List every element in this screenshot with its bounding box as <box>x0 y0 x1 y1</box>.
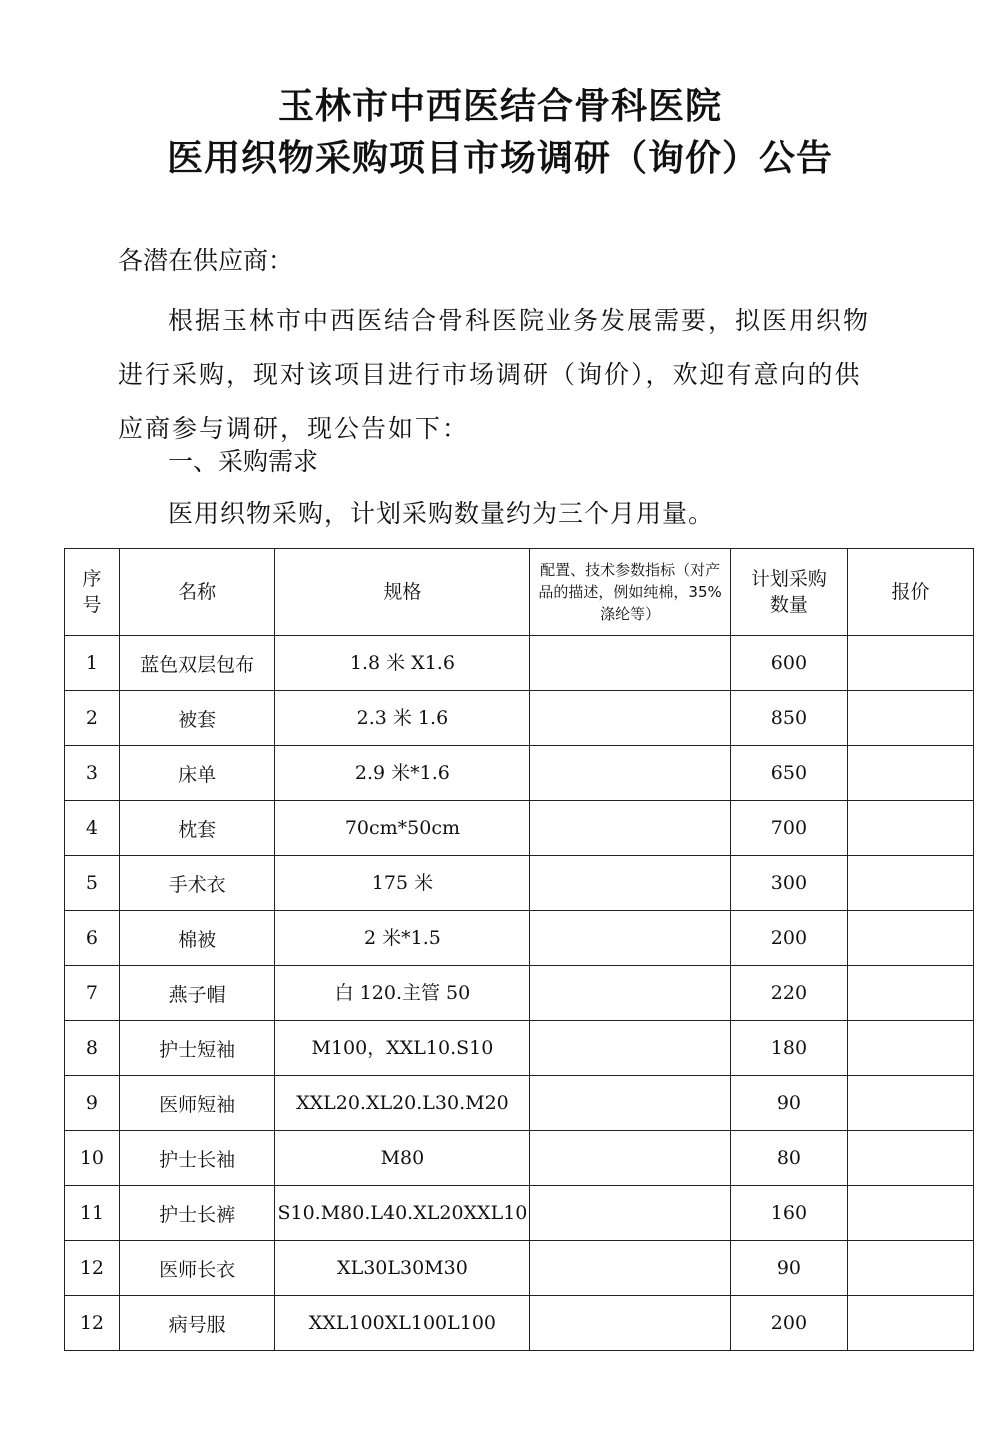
cell-config <box>530 856 730 911</box>
cell-index: 4 <box>65 801 120 856</box>
cell-name: 手术衣 <box>119 856 275 911</box>
cell-price <box>848 856 974 911</box>
cell-quantity: 650 <box>730 746 847 801</box>
cell-spec: 2.3 米 1.6 <box>275 691 530 746</box>
cell-index: 9 <box>65 1076 120 1131</box>
cell-spec: 白 120.主管 50 <box>275 966 530 1021</box>
cell-spec: 2 米*1.5 <box>275 911 530 966</box>
cell-quantity: 180 <box>730 1021 847 1076</box>
cell-config <box>530 1241 730 1296</box>
cell-spec: 2.9 米*1.6 <box>275 746 530 801</box>
cell-name: 枕套 <box>119 801 275 856</box>
cell-name: 护士长袖 <box>119 1131 275 1186</box>
table-row <box>65 746 974 801</box>
cell-config <box>530 911 730 966</box>
cell-name: 护士长裤 <box>119 1186 275 1241</box>
cell-spec: M100，XXL10.S10 <box>275 1021 530 1076</box>
cell-spec: XXL20.XL20.L30.M20 <box>275 1076 530 1131</box>
table-row <box>65 1131 974 1186</box>
intro-paragraph: 医用织物采购，计划采购数量约为三个月用量。 <box>168 499 715 528</box>
header-name: 名称 <box>119 549 275 636</box>
cell-quantity: 90 <box>730 1241 847 1296</box>
cell-price <box>848 691 974 746</box>
table-body <box>65 636 974 1351</box>
cell-index: 3 <box>65 746 120 801</box>
cell-config <box>530 801 730 856</box>
title-line-2: 医用织物采购项目市场调研（询价）公告 <box>166 138 833 179</box>
header-spec: 规格 <box>275 549 530 636</box>
cell-spec: 70cm*50cm <box>275 801 530 856</box>
cell-name: 蓝色双层包布 <box>119 636 275 691</box>
cell-quantity: 200 <box>730 911 847 966</box>
cell-price <box>848 1296 974 1351</box>
cell-name: 护士短袖 <box>119 1021 275 1076</box>
salutation: 各潜在供应商： <box>118 246 294 275</box>
cell-price <box>848 966 974 1021</box>
table-row <box>65 1296 974 1351</box>
cell-config <box>530 1296 730 1351</box>
cell-name: 医师短袖 <box>119 1076 275 1131</box>
cell-price <box>848 1076 974 1131</box>
cell-index: 12 <box>65 1296 120 1351</box>
cell-price <box>848 1131 974 1186</box>
cell-quantity: 850 <box>730 691 847 746</box>
section-heading: 一、采购需求 <box>168 447 319 476</box>
cell-config <box>530 691 730 746</box>
table-row <box>65 911 974 966</box>
cell-config <box>530 1076 730 1131</box>
cell-spec: XL30L30M30 <box>275 1241 530 1296</box>
cell-quantity: 90 <box>730 1076 847 1131</box>
cell-price <box>848 1241 974 1296</box>
cell-price <box>848 636 974 691</box>
cell-quantity: 200 <box>730 1296 847 1351</box>
cell-config <box>530 1131 730 1186</box>
cell-quantity: 600 <box>730 636 847 691</box>
cell-config <box>530 966 730 1021</box>
table-row <box>65 856 974 911</box>
cell-quantity: 700 <box>730 801 847 856</box>
body-paragraph: 根据玉林市中西医结合骨科医院业务发展需要，拟医用织物进行采购，现对该项目进行市场调研（询价），欢迎有意向的供应商参与调研，现公告如下： <box>118 306 871 443</box>
procurement-table <box>64 548 974 1351</box>
cell-spec: XXL100XL100L100 <box>275 1296 530 1351</box>
table-row <box>65 636 974 691</box>
cell-index: 2 <box>65 691 120 746</box>
cell-quantity: 220 <box>730 966 847 1021</box>
table-row <box>65 1021 974 1076</box>
cell-quantity: 300 <box>730 856 847 911</box>
cell-spec: 1.8 米 X1.6 <box>275 636 530 691</box>
cell-index: 12 <box>65 1241 120 1296</box>
table-row <box>65 1186 974 1241</box>
cell-spec: S10.M80.L40.XL20XXL10 <box>275 1186 530 1241</box>
cell-name: 棉被 <box>119 911 275 966</box>
cell-price <box>848 1186 974 1241</box>
title-line-1: 玉林市中西医结合骨科医院 <box>277 86 722 127</box>
cell-spec: 175 米 <box>275 856 530 911</box>
header-price: 报价 <box>848 549 974 636</box>
cell-config <box>530 1021 730 1076</box>
cell-price <box>848 746 974 801</box>
cell-config <box>530 636 730 691</box>
table-row <box>65 801 974 856</box>
table-row <box>65 691 974 746</box>
cell-config <box>530 746 730 801</box>
cell-spec: M80 <box>275 1131 530 1186</box>
table-row <box>65 1076 974 1131</box>
cell-index: 7 <box>65 966 120 1021</box>
cell-quantity: 80 <box>730 1131 847 1186</box>
cell-price <box>848 1021 974 1076</box>
header-config: 配置、技术参数指标（对产品的描述，例如纯棉，35%涤纶等） <box>530 549 730 636</box>
cell-name: 医师长衣 <box>119 1241 275 1296</box>
cell-name: 燕子帽 <box>119 966 275 1021</box>
cell-index: 11 <box>65 1186 120 1241</box>
header-index: 序号 <box>65 549 120 636</box>
cell-index: 8 <box>65 1021 120 1076</box>
table-row <box>65 966 974 1021</box>
cell-price <box>848 911 974 966</box>
cell-name: 床单 <box>119 746 275 801</box>
cell-index: 1 <box>65 636 120 691</box>
cell-name: 病号服 <box>119 1296 275 1351</box>
cell-quantity: 160 <box>730 1186 847 1241</box>
header-quantity: 计划采购数量 <box>730 549 847 636</box>
cell-price <box>848 801 974 856</box>
cell-index: 5 <box>65 856 120 911</box>
cell-config <box>530 1186 730 1241</box>
table-header-row <box>65 549 974 636</box>
cell-index: 10 <box>65 1131 120 1186</box>
cell-name: 被套 <box>119 691 275 746</box>
table-row <box>65 1241 974 1296</box>
cell-index: 6 <box>65 911 120 966</box>
